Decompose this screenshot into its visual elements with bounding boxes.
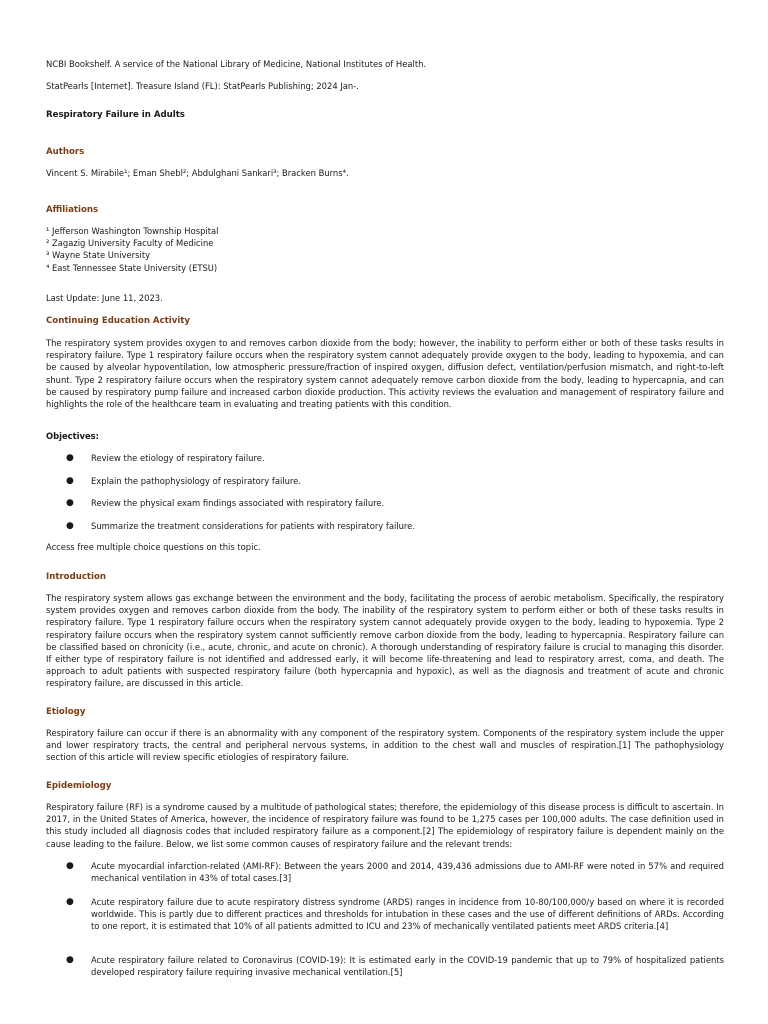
article-title: Respiratory Failure in Adults [46, 110, 185, 120]
epidemiology-bullet-text: Acute myocardial infarction-related (AMI-RF): Between the years 2000 and 2014, 439,436 admissions due to AMI-RF were noted in 57% and required mechanical ventilation in 43% of total cases.[3] [91, 861, 724, 884]
cea-heading: Continuing Education Activity [46, 316, 190, 326]
affiliations-list [46, 225, 218, 274]
bullet-icon: ● [66, 476, 74, 486]
objective-text: Review the etiology of respiratory failure. [91, 453, 265, 463]
etiology-heading: Etiology [46, 707, 86, 717]
epidemiology-bullet-text: Acute respiratory failure related to Coronavirus (COVID-19): It is estimated early in the COVID-19 pandemic that up to 79% of hospitalized patients developed respiratory failure requiring invasive mechanical ventilation.[5] [91, 955, 724, 978]
affiliations-heading: Affiliations [46, 205, 99, 215]
epidemiology-body: Respiratory failure (RF) is a syndrome caused by a multitude of pathological states; therefore, the epidemiology of this disease process is difficult to ascertain. In 2017, in the United States of America, however, the incidence of respiratory failure was found to be 1,275 cases per 100,000 adults. The case definition used in this study included all diagnosis codes that included respiratory failure as a component.[2] The epidemiology of respiratory failure is dependent mainly on the cause leading to the failure. Below, we list some common causes of respiratory failure and the relevant trends: [46, 802, 724, 849]
objective-text: Explain the pathophysiology of respiratory failure. [91, 476, 301, 486]
cea-body: The respiratory system provides oxygen to and removes carbon dioxide from the body; however, the inability to perform either or both of these tasks results in respiratory failure. Type 1 respiratory failure occurs when the respiratory system cannot adequately provide oxygen to the body, leading to hypoxemia, and can be caused by alveolar hypoventilation, low atmospheric pressure/fraction of inspired oxygen, diffusion defect, ventilation/perfusion mismatch, and right-to-left shunt. Type 2 respiratory failure occurs when the respiratory system cannot adequately remove carbon dioxide from the body, leading to hypercapnia, and can be caused by respiratory pump failure and increased carbon dioxide production. This activity reviews the evaluation and management of respiratory failure and highlights the role of the healthcare team in evaluating and treating patients with this condition. [46, 338, 724, 410]
epidemiology-heading: Epidemiology [46, 781, 112, 791]
introduction-body: The respiratory system allows gas exchange between the environment and the body, facilitating the process of aerobic metabolism. Specifically, the respiratory system provides oxygen and removes carbon dioxide from the body. The inability of the respiratory system to perform either or both of these tasks results in respiratory failure. Type 1 respiratory failure occurs when the respiratory system cannot adequately provide oxygen to the body, leading to hypoxemia. Type 2 respiratory failure occurs when the respiratory system cannot sufficiently remove carbon dioxide from the body, leading to hypercapnia. Respiratory failure can be classified based on chronicity (i.e., acute, chronic, and acute on chronic). A thorough understanding of respiratory failure is crucial to managing this disorder. If either type of respiratory failure is not identified and addressed early, it will become life-threatening and lead to respiratory arrest, coma, and death. The approach to adult patients with suspected respiratory failure (both hypercapnia and hypoxic), as well as the diagnosis and treatment of acute and chronic respiratory failure, are discussed in this article. [46, 593, 724, 689]
epidemiology-bullet-text: Acute respiratory failure due to acute respiratory distress syndrome (ARDS) ranges in incidence from 10-80/100,000/y based on where it is recorded worldwide. This is partly due to different practices and thresholds for intubation in these cases and the use of different definitions of ARDs. According to one report, it is estimated that 10% of all patients admitted to ICU and 23% of mechanically ventilated patients meet ARDS criteria.[4] [91, 897, 724, 932]
authors-list: Vincent S. Mirabile¹; Eman Shebl²; Abdulghani Sankari³; Bracken Burns⁴. [46, 168, 349, 178]
last-update: Last Update: June 11, 2023. [46, 293, 163, 303]
objectives-label: Objectives: [46, 431, 99, 441]
affiliation-item: ¹ Jefferson Washington Township Hospital [46, 226, 219, 236]
access-mcq-line: Access free multiple choice questions on this topic. [46, 542, 261, 552]
objective-text: Summarize the treatment considerations for patients with respiratory failure. [91, 521, 415, 531]
bullet-icon: ● [66, 861, 74, 871]
bullet-icon: ● [66, 498, 74, 508]
affiliation-item: ² Zagazig University Faculty of Medicine [46, 238, 214, 249]
bullet-icon: ● [66, 955, 74, 965]
affiliation-item: ³ Wayne State University [46, 250, 151, 261]
bullet-icon: ● [66, 453, 74, 463]
statpearls-line: StatPearls [Internet]. Treasure Island (FL): StatPearls Publishing; 2024 Jan-. [46, 81, 359, 91]
bullet-icon: ● [66, 897, 74, 907]
authors-heading: Authors [46, 147, 85, 157]
affiliation-item: ⁴ East Tennessee State University (ETSU) [46, 262, 218, 273]
introduction-heading: Introduction [46, 572, 107, 582]
ncbi-header-line: NCBI Bookshelf. A service of the National Library of Medicine, National Institutes of Health. [46, 59, 427, 69]
objective-text: Review the physical exam findings associated with respiratory failure. [91, 498, 385, 508]
etiology-body: Respiratory failure can occur if there is an abnormality with any component of the respiratory system. Components of the respiratory system include the upper and lower respiratory tracts, the central and peripheral nervous systems, in addition to the chest wall and muscles of respiration.[1] The pathophysiology section of this article will review specific etiologies of respiratory failure. [46, 728, 724, 763]
bullet-icon: ● [66, 521, 74, 531]
